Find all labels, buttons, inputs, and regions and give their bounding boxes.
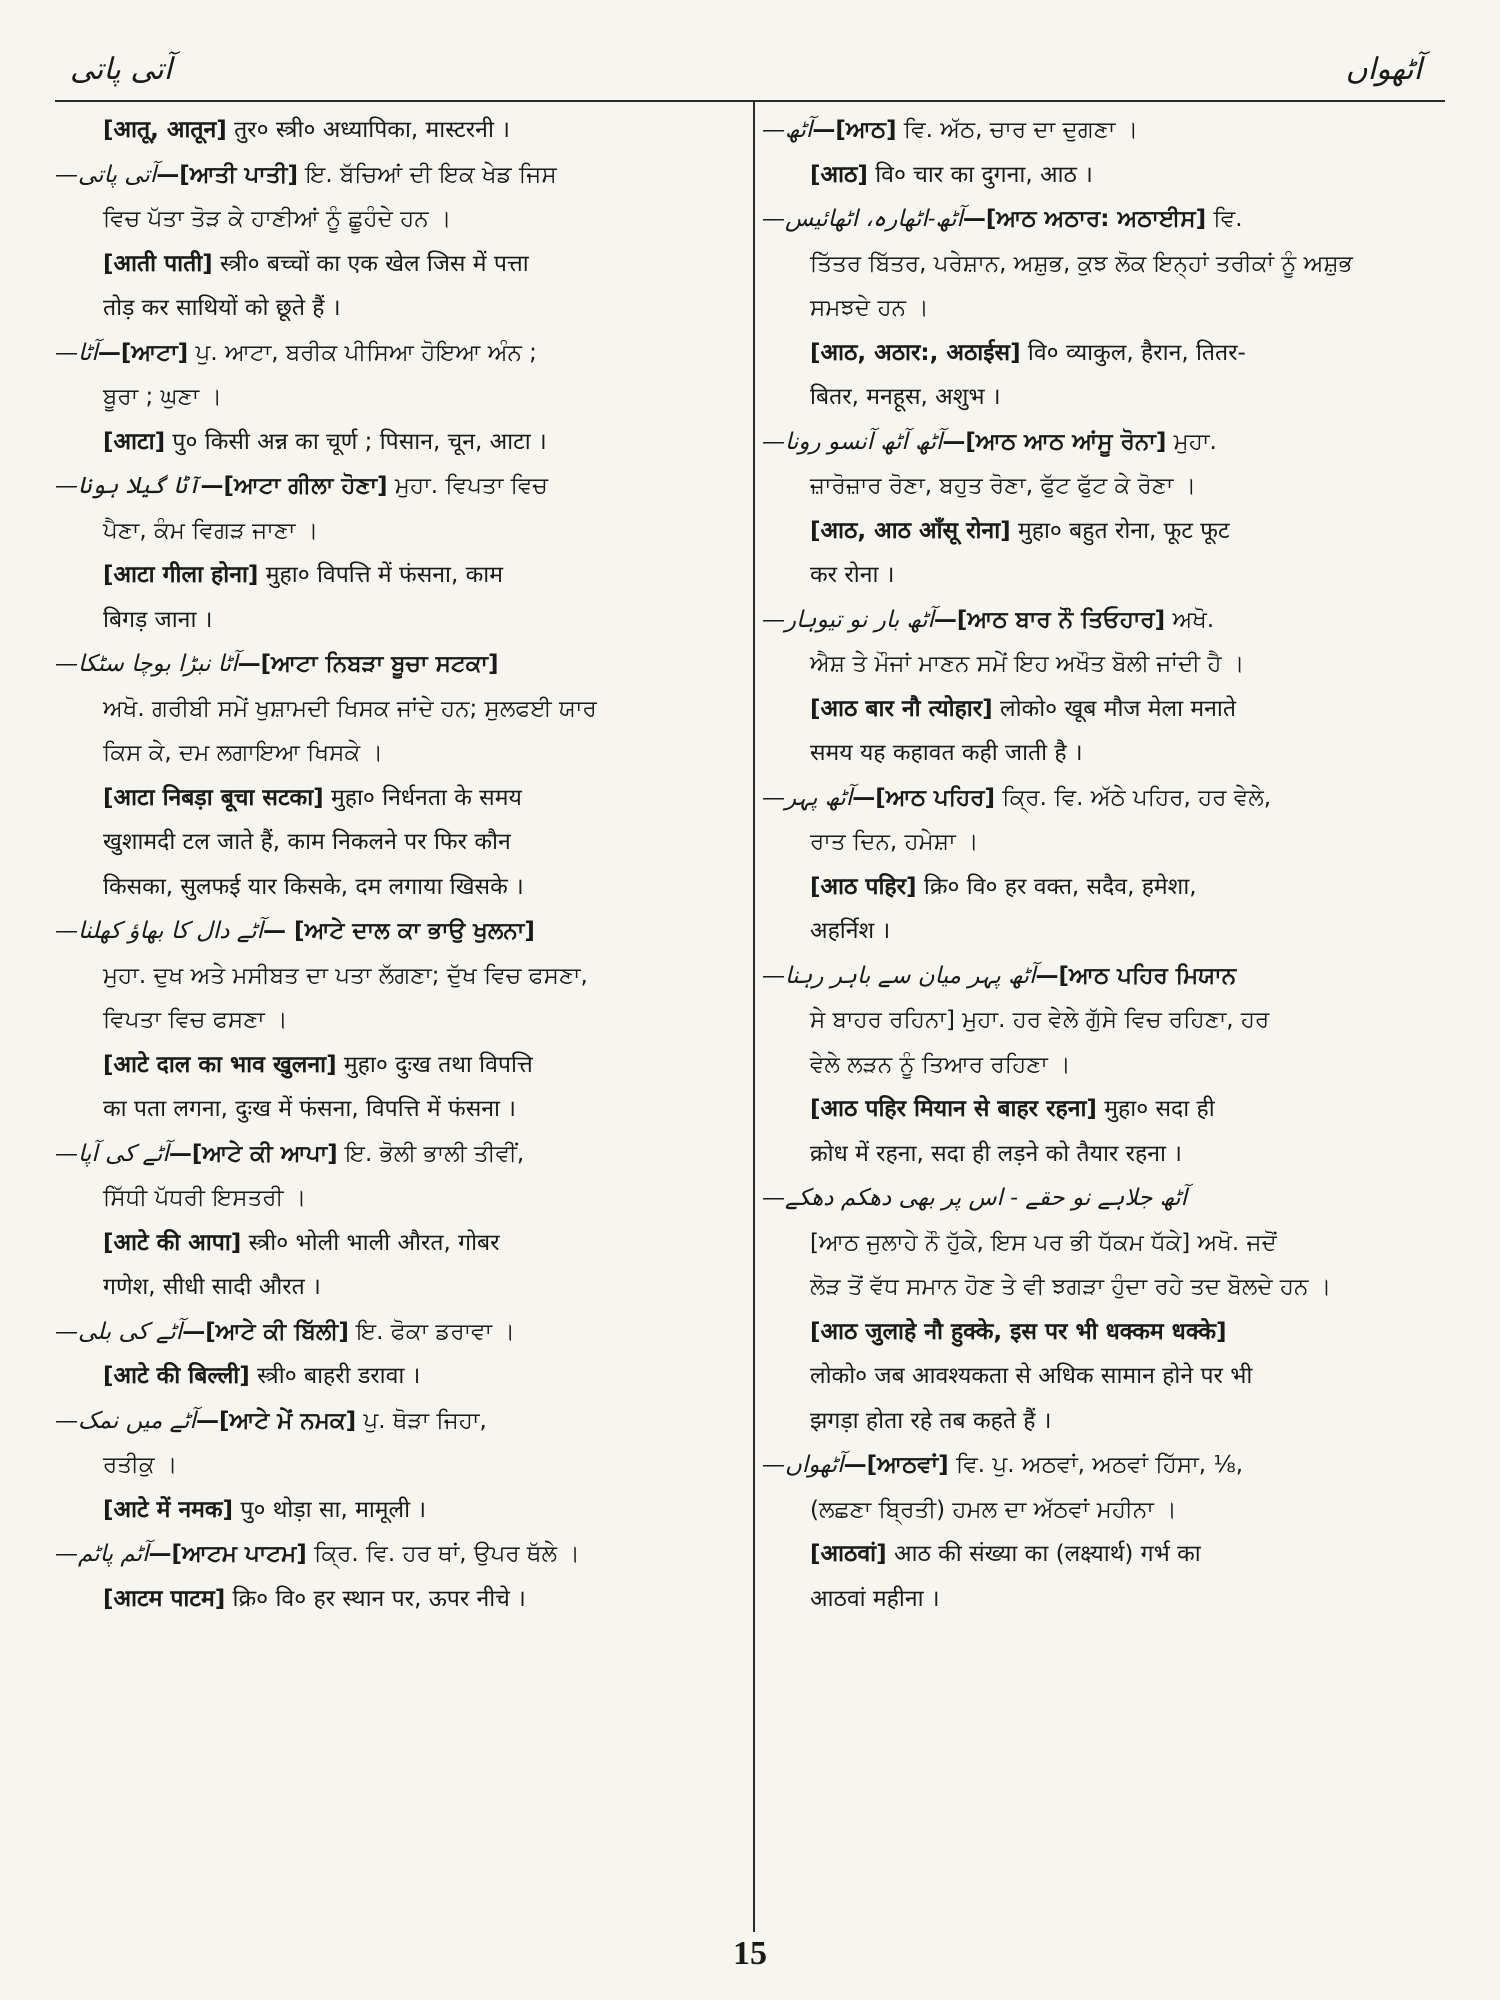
headword: [आठ पहिर मियान से बाहर रहना] [810, 1096, 1097, 1122]
entry-hindi [762, 687, 1452, 776]
entry-first-line [762, 865, 1452, 910]
definition-continuation: बितर, मनहूस, अशुभ । [810, 384, 1001, 410]
definition: ਇ. ਫੋਕਾ ਡਰਾਵਾ । [348, 1318, 515, 1345]
definition: आठ की संख्या का (लक्ष्यार्थ) गर्भ का [886, 1541, 1201, 1567]
entry-first-line [762, 598, 1452, 643]
headword: [आतू, आतून] [103, 117, 227, 143]
urdu-headword: —آٹھواں [762, 1452, 844, 1478]
headword: [आती पाती] [103, 250, 213, 277]
headword: —[ਆਟਾ ਨਿਬੜਾ ਬੂਚਾ ਸਟਕਾ] [237, 651, 499, 677]
definition: क्रि० वि० हर स्थान पर, ऊपर नीचे । [225, 1585, 526, 1612]
headword: —[ਆਟਮ ਪਾਟਮ] [148, 1541, 307, 1567]
definition-continuation: [ਆਠ ਜੁਲਾਹੇ ਨੌ ਹੁੱਕੇ, ਇਸ ਪਰ ਭੀ ਧੱਕਮ ਧੱਕੇ] ਅਖੋ. ਜਦੋਂ [810, 1229, 1277, 1256]
entry-first-line [762, 420, 1452, 465]
definition: ਪੁ. ਥੋੜਾ ਜਿਹਾ, [356, 1407, 487, 1434]
entry-first-line [762, 1532, 1452, 1577]
page-number: 15 [733, 1935, 767, 1972]
entry-punjabi [762, 420, 1452, 509]
definition: ਵਿ. ਅੱਠ, ਚਾਰ ਦਾ ਦੁਗਣਾ । [896, 117, 1139, 143]
urdu-headword: —آٹھ آٹھ آنسو رونا [762, 428, 943, 455]
definition: ਵਿ. [1206, 206, 1243, 232]
definition: तुर० स्त्री० अध्यापिका, मास्टरनी । [226, 117, 510, 143]
definition-continuation: ਅਖੋ. ਗਰੀਬੀ ਸਮੇਂ ਖੁਸ਼ਾਮਦੀ ਖਿਸਕ ਜਾਂਦੇ ਹਨ; ਸੁਲਫਈ ਯਾਰ [103, 695, 597, 722]
definition-continuation: ਕਿਸ ਕੇ, ਦਮ ਲਗਾਇਆ ਖਿਸਕੇ । [103, 740, 383, 766]
entry-first-line [55, 1043, 745, 1088]
headword: —[ਆਤੀ ਪਾਤੀ] [156, 161, 299, 188]
entry-first-line [55, 553, 745, 598]
definition: लोको० खूब मौज मेला मनाते [992, 695, 1236, 722]
entry-hindi [55, 776, 745, 910]
urdu-headword: —آتی پاتی [55, 161, 157, 188]
definition-continuation: खुशामदी टल जाते हैं, काम निकलने पर फिर कौन [103, 829, 511, 855]
entry-first-line [55, 420, 745, 465]
entry-punjabi [762, 197, 1452, 331]
entry-hindi [55, 553, 745, 642]
entry-first-line [762, 1087, 1452, 1132]
entry-hindi [762, 865, 1452, 954]
headword: —[ਆਠ ਅਠਾਰ: ਅਠਾਈਸ] [962, 206, 1207, 232]
urdu-headword: —آٹھ-اٹھارہ، اٹھائیس [762, 206, 963, 232]
entry-punjabi [55, 1399, 745, 1488]
definition-continuation: बिगड़ जाना । [103, 606, 213, 633]
definition-continuation: ਰਤੀਕੁ । [103, 1452, 178, 1478]
headword: [आटा] [103, 428, 166, 455]
urdu-headword: —آٹھ پہر [762, 784, 853, 811]
entry-punjabi [762, 598, 1452, 687]
entry-first-line [762, 331, 1452, 376]
definition: मुहा० बहुत रोना, फूट फूट [1010, 517, 1230, 544]
definition: वि० चार का दुगना, आठ । [867, 161, 1093, 188]
entry-first-line [55, 642, 745, 687]
definition: पु० थोड़ा सा, मामूली । [233, 1496, 427, 1523]
entry-punjabi [55, 642, 745, 776]
definition: ਮੁਹਾ. ਵਿਪਤਾ ਵਿਚ [387, 473, 548, 499]
definition: ਮੁਹਾ. [1166, 428, 1217, 455]
headword: —[ਆਠ ਆਠ ਆਂਸੂ ਰੋਨਾ] [942, 428, 1167, 455]
entry-first-line [55, 464, 745, 509]
definition-continuation: (ਲਛਣਾ ਬ੍ਰਿਤੀ) ਹਮਲ ਦਾ ਅੱਠਵਾਂ ਮਹੀਨਾ । [810, 1496, 1177, 1523]
entry-first-line [762, 153, 1452, 198]
entry-punjabi [762, 1443, 1452, 1532]
definition-continuation: ਸਿੱਧੀ ਪੱਧਰੀ ਇਸਤਰੀ । [103, 1185, 307, 1211]
urdu-headword: —آٹھ پہر میان سے باہر رہنا [762, 962, 1036, 989]
urdu-headword: —آٹے میں نمک [55, 1407, 196, 1434]
headword: — [ਆਟੇ ਦਾਲ ਕਾ ਭਾਉ ਖੁਲਨਾ] [263, 918, 535, 944]
definition-continuation: ਸਮਝਦੇ ਹਨ । [810, 295, 929, 321]
definition: ਵਿ. ਪੁ. ਅਠਵਾਂ, ਅਠਵਾਂ ਹਿੱਸਾ, ⅛, [948, 1452, 1244, 1478]
entry-first-line [55, 1221, 745, 1266]
definition: स्त्री० भोली भाली औरत, गोबर [241, 1229, 500, 1256]
definition: ਕ੍ਰਿ. ਵਿ. ਅੱਠੇ ਪਹਿਰ, ਹਰ ਵੇਲੇ, [995, 784, 1272, 811]
headword: —[ਆਟੇ ਕੀ ਆਪਾ] [168, 1140, 338, 1167]
entry-hindi [55, 420, 745, 465]
definition-continuation: ਵਿਚ ਪੱਤਾ ਤੋੜ ਕੇ ਹਾਣੀਆਂ ਨੂੰ ਛੂਹੰਦੇ ਹਨ । [103, 206, 452, 232]
entry-first-line [55, 909, 745, 954]
definition: ਇ. ਬੱਚਿਆਂ ਦੀ ਇਕ ਖੇਡ ਜਿਸ [298, 161, 557, 188]
definition-continuation: तोड़ कर साथियों को छूते हैं । [103, 295, 341, 321]
entry-hindi [55, 1043, 745, 1132]
definition-continuation: कर रोना । [810, 562, 895, 588]
entry-hindi [55, 108, 745, 153]
urdu-headword: —آٹا [55, 339, 98, 366]
entry-hindi [55, 1577, 745, 1622]
definition-continuation: ਮੁਹਾ. ਦੁਖ ਅਤੇ ਮਸੀਬਤ ਦਾ ਪਤਾ ਲੱਗਣਾ; ਦੁੱਖ ਵਿਚ ਫਸਣਾ, [103, 962, 588, 989]
headword: [आटे की आपा] [103, 1229, 242, 1256]
definition: ਇ. ਭੋਲੀ ਭਾਲੀ ਤੀਵੀਂ, [337, 1140, 525, 1167]
headword: —[ਆਟੇ ਕੀ ਬਿੱਲੀ] [182, 1318, 349, 1345]
headword: [आठ, अठार:, अठाईस] [810, 339, 1021, 366]
definition-continuation: समय यह कहावत कही जाती है । [810, 740, 1083, 766]
urdu-headword: —آٹھ جلاہے نو حقے - اس پر بھی دھکم دھکے [762, 1185, 1188, 1211]
entry-punjabi [55, 1532, 745, 1577]
right-column [762, 108, 1452, 1928]
entry-hindi [762, 153, 1452, 198]
urdu-headword: —آٹا نبڑا بوچا سٹکا [55, 651, 238, 677]
definition: पु० किसी अन्न का चूर्ण ; पिसान, चून, आटा । [165, 428, 547, 455]
entry-first-line [762, 1310, 1452, 1355]
entry-first-line [55, 1354, 745, 1399]
entry-first-line [55, 242, 745, 287]
definition-continuation: ਜ਼ਾਰੋਜ਼ਾਰ ਰੋਣਾ, ਬਹੁਤ ਰੋਣਾ, ਫੁੱਟ ਫੁੱਟ ਕੇ ਰੋਣਾ । [810, 473, 1197, 499]
definition-continuation: लोको० जब आवश्यकता से अधिक सामान होने पर भी [810, 1363, 1253, 1389]
entry-punjabi [55, 331, 745, 420]
definition-continuation: गणेश, सीधी सादी औरत । [103, 1274, 321, 1300]
headword: [आठ पहिर] [810, 873, 917, 900]
entry-punjabi [55, 1132, 745, 1221]
definition-continuation: क्रोध में रहना, सदा ही लड़ने को तैयार रहना । [810, 1140, 1183, 1167]
headword: [आटा निबड़ा बूचा सटका] [103, 784, 324, 811]
urdu-headword: —آٹے کی آپا [55, 1140, 169, 1167]
headword: —[ਆਠ ਪਹਿਰ ਮਿਯਾਨ [1035, 962, 1237, 989]
entry-hindi [762, 331, 1452, 420]
entry-first-line [55, 1577, 745, 1622]
urdu-headword: —آٹم پاٹم [55, 1541, 149, 1567]
entry-punjabi [55, 909, 745, 1043]
urdu-headword: —آٹھ [762, 117, 813, 143]
definition: मुहा० दुःख तथा विपत्ति [336, 1051, 533, 1078]
headword: [आठ, आठ आँसू रोना] [810, 517, 1011, 544]
entry-punjabi [762, 776, 1452, 865]
definition: स्त्री० बच्चों का एक खेल जिस में पत्ता [212, 250, 529, 277]
definition-continuation: ਐਸ਼ ਤੇ ਮੌਜਾਂ ਮਾਣਨ ਸਮੇਂ ਇਹ ਅਖੌਤ ਬੋਲੀ ਜਾਂਦੀ ਹੈ । [810, 651, 1245, 677]
entry-hindi [55, 1488, 745, 1533]
entry-punjabi [55, 153, 745, 242]
definition-continuation: ਸੇ ਬਾਹਰ ਰਹਿਨਾ] ਮੁਹਾ. ਹਰ ਵੇਲੇ ਗੁੱਸੇ ਵਿਚ ਰਹਿਣਾ, ਹਰ [810, 1007, 1270, 1033]
entry-punjabi [762, 954, 1452, 1088]
entry-first-line [55, 331, 745, 376]
headword: —[ਆਠ ਪਹਿਰ] [852, 784, 995, 811]
column-divider [753, 102, 755, 1932]
headword: [आठवां] [810, 1541, 887, 1567]
entry-hindi [762, 1532, 1452, 1621]
definition: स्त्री० बाहरी डरावा । [249, 1363, 421, 1389]
entry-first-line [762, 509, 1452, 554]
entry-punjabi [55, 1310, 745, 1355]
entry-first-line [762, 687, 1452, 732]
headword: —[ਆਠਵਾਂ] [843, 1452, 949, 1478]
headword: —[ਆਟਾ ਗੀਲਾ ਹੋਣਾ] [200, 473, 388, 499]
headword: —[ਆਠ] [812, 117, 897, 143]
urdu-headword: —آٹے دال کا بھاؤ کھلنا [55, 918, 264, 944]
definition-continuation: ਪੈਣਾ, ਕੰਮ ਵਿਗੜ ਜਾਣਾ । [103, 517, 319, 544]
entry-first-line [762, 197, 1452, 242]
urdu-headword: —آٹھ بار نو تیوہار [762, 606, 934, 633]
urdu-headword: —آٹے کی بلی [55, 1318, 183, 1345]
left-column [55, 108, 745, 1928]
definition-continuation: ਰਾਤ ਦਿਨ, ਹਮੇਸ਼ਾ । [810, 829, 979, 855]
entry-first-line [762, 1443, 1452, 1488]
entry-first-line [55, 153, 745, 198]
headword: —[ਆਠ ਬਾਰ ਨੌ ਤਿਓਹਾਰ] [933, 606, 1166, 633]
entry-first-line [762, 776, 1452, 821]
definition: ਪੁ. ਆਟਾ, ਬਰੀਕ ਪੀਸਿਆ ਹੋਇਆ ਅੰਨ ; [188, 339, 537, 366]
entry-first-line [55, 1488, 745, 1533]
definition-continuation: अहर्निश । [810, 918, 891, 944]
entry-hindi [762, 1087, 1452, 1176]
definition-continuation: झगड़ा होता रहे तब कहते हैं । [810, 1407, 1052, 1434]
definition-continuation: आठवां महीना । [810, 1585, 940, 1612]
headword: [आठ बार नौ त्योहार] [810, 695, 993, 722]
definition: वि० व्याकुल, हैरान, तितर- [1020, 339, 1246, 366]
definition: ਅਖੋ. [1165, 606, 1215, 633]
entry-first-line [55, 1399, 745, 1444]
definition-continuation: ਬੂਰਾ ; ਘੁਣਾ । [103, 384, 223, 410]
headword: [आठ] [810, 161, 868, 188]
headword: [आटा गीला होना] [103, 562, 259, 588]
entry-first-line [55, 776, 745, 821]
entry-first-line [55, 108, 745, 153]
header-rule [55, 100, 1445, 102]
entry-first-line [762, 108, 1452, 153]
entry-first-line [762, 1176, 1452, 1221]
headword: [आटम पाटम] [103, 1585, 226, 1612]
entry-hindi [55, 1221, 745, 1310]
headword: [आटे दाल का भाव खुलना] [103, 1051, 337, 1078]
headword: —[ਆਟਾ] [97, 339, 189, 366]
headword: [आटे की बिल्ली] [103, 1363, 250, 1389]
definition: ਕ੍ਰਿ. ਵਿ. ਹਰ ਥਾਂ, ਉਪਰ ਥੱਲੇ । [306, 1541, 580, 1567]
headword: [आठ जुलाहे नौ हुक्के, इस पर भी धक्कम धक्के] [810, 1318, 1227, 1345]
definition: मुहा० विपत्ति में फंसना, काम [258, 562, 503, 588]
entry-hindi [55, 242, 745, 331]
definition-continuation: ਵੇਲੇ ਲੜਨ ਨੂੰ ਤਿਆਰ ਰਹਿਣਾ । [810, 1051, 1071, 1078]
entry-first-line [762, 954, 1452, 999]
definition: मुहा० सदा ही [1096, 1096, 1215, 1122]
definition: क्रि० वि० हर वक्त, सदैव, हमेशा, [916, 873, 1197, 900]
entry-punjabi [762, 108, 1452, 153]
entry-first-line [55, 1310, 745, 1355]
guide-word-right: آٹھواں [1345, 52, 1422, 87]
entry-punjabi [762, 1176, 1452, 1310]
entry-hindi [762, 509, 1452, 598]
headword: [आटे में नमक] [103, 1496, 234, 1523]
entry-first-line [55, 1532, 745, 1577]
guide-word-left: آتی پاتی [70, 52, 173, 87]
definition-continuation: ਲੋੜ ਤੋਂ ਵੱਧ ਸਮਾਨ ਹੋਣ ਤੇ ਵੀ ਝਗੜਾ ਹੁੰਦਾ ਰਹੇ ਤਦ ਬੋਲਦੇ ਹਨ । [810, 1274, 1332, 1300]
definition: मुहा० निर्धनता के समय [323, 784, 522, 811]
entry-hindi [55, 1354, 745, 1399]
entry-first-line [55, 1132, 745, 1177]
definition-continuation: ਤਿੱਤਰ ਬਿੱਤਰ, ਪਰੇਸ਼ਾਨ, ਅਸ਼ੁਭ, ਕੁਝ ਲੋਕ ਇਨ੍ਹਾਂ ਤਰੀਕਾਂ ਨੂੰ ਅਸ਼ੁਭ [810, 250, 1353, 277]
headword: —[ਆਟੇ ਮੇਂ ਨਮਕ] [195, 1407, 357, 1434]
entry-hindi [762, 1310, 1452, 1444]
definition-continuation: का पता लगना, दुःख में फंसना, विपत्ति में फंसना । [103, 1096, 517, 1122]
definition-continuation: किसका, सुलफई यार किसके, दम लगाया खिसके । [103, 873, 524, 900]
entry-punjabi [55, 464, 745, 553]
urdu-headword: —آٹا گیلا ہونا [55, 473, 201, 499]
definition-continuation: ਵਿਪਤਾ ਵਿਚ ਫਸਣਾ । [103, 1007, 288, 1033]
